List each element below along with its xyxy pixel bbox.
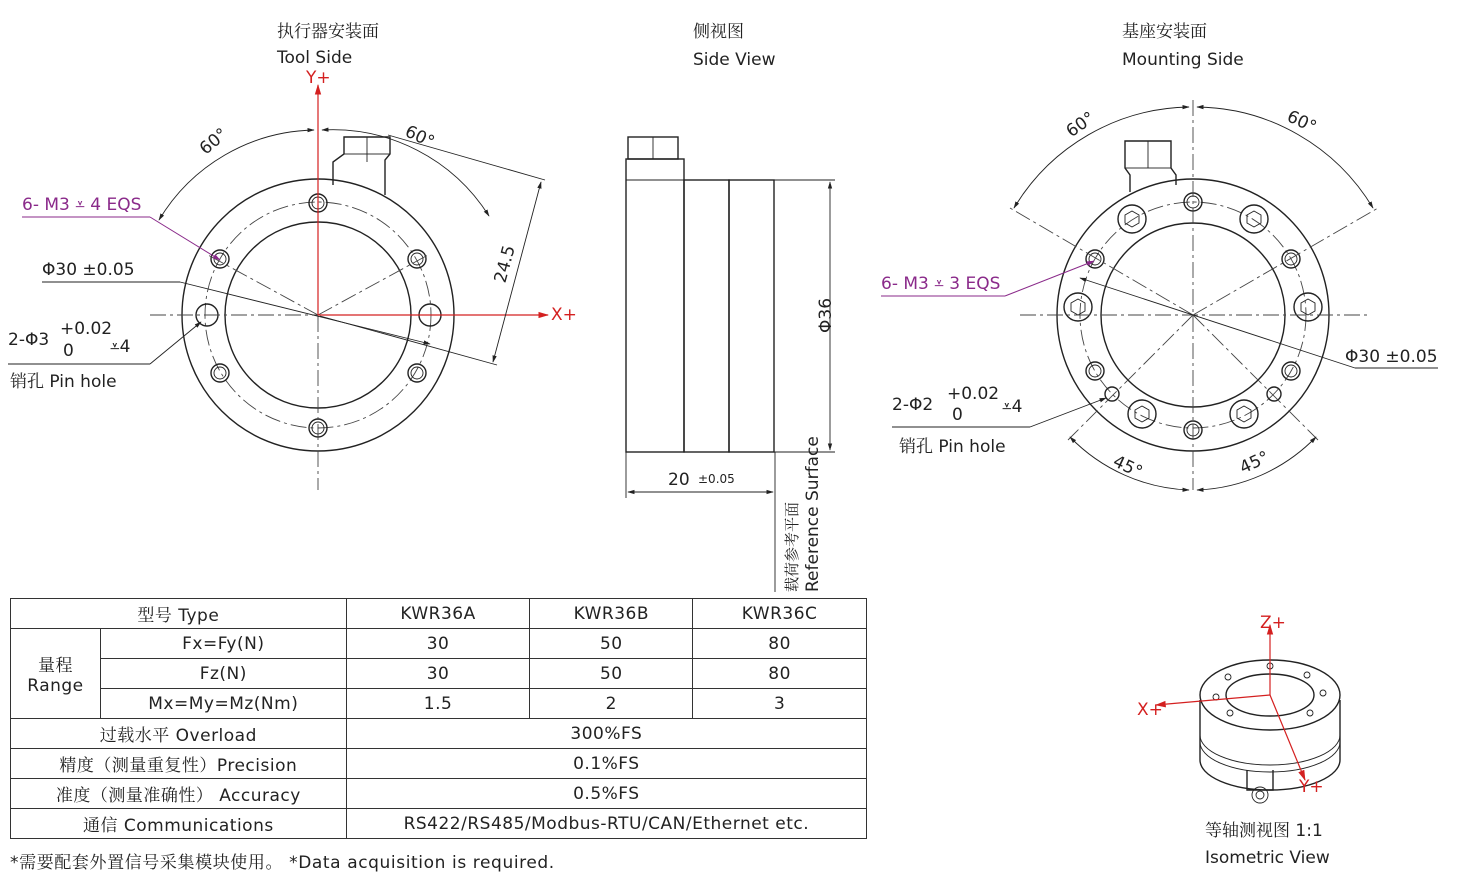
range-value: 50: [530, 629, 693, 659]
table-row: [11, 659, 867, 689]
table-row: [11, 629, 867, 659]
range-param: Fz(N): [100, 659, 346, 689]
mount-pcd-dim: Φ30 ±0.05: [1345, 347, 1438, 367]
side-reference-cn: 载荷参考平面: [783, 501, 801, 592]
communications-value: RS422/RS485/Modbus-RTU/CAN/Ethernet etc.: [346, 809, 866, 839]
mount-angle-left: 60°: [1062, 108, 1099, 142]
tool-radial-dim: 24.5: [490, 243, 520, 286]
tool-pin-prefix: 2-Φ3: [8, 330, 50, 350]
range-value: 30: [346, 629, 530, 659]
mount-title-cn: 基座安装面: [1122, 22, 1207, 42]
range-param: Mx=My=Mz(Nm): [100, 689, 346, 719]
iso-title-en: Isometric View: [1205, 848, 1330, 868]
range-label: [11, 629, 101, 719]
range-value: 1.5: [346, 689, 530, 719]
mount-pin-label: 销孔 Pin hole: [899, 437, 1006, 457]
table-header-row: [11, 599, 867, 629]
mount-angle-right: 60°: [1283, 106, 1320, 138]
header-model-a: KWR36A: [346, 599, 530, 629]
iso-z-axis-label: Z+: [1260, 613, 1286, 633]
table-row: [11, 809, 867, 839]
mount-pin-prefix: 2-Φ2: [892, 395, 934, 415]
table-row: [11, 719, 867, 749]
tool-pcd-dim: Φ30 ±0.05: [42, 260, 135, 280]
isometric-view: [1137, 613, 1340, 868]
range-value: 3: [693, 689, 867, 719]
iso-x-axis-label: X+: [1137, 700, 1163, 720]
tool-side-view: [8, 22, 577, 490]
side-length-tol: ±0.05: [698, 472, 735, 486]
side-reference-en: Reference Surface: [803, 436, 823, 592]
side-view-title-cn: 侧视图: [693, 22, 744, 42]
accuracy-label: 准度（测量准确性） Accuracy: [11, 779, 347, 809]
side-length-dim: 20: [668, 470, 690, 490]
tool-pin-depth: ⩡4: [110, 337, 131, 357]
tool-angle-right: 60°: [401, 121, 438, 153]
range-value: 50: [530, 659, 693, 689]
side-body-front: [626, 159, 684, 452]
side-diameter-dim: Φ36: [816, 297, 836, 333]
tool-angle-left: 60°: [195, 124, 232, 160]
range-value: 80: [693, 659, 867, 689]
iso-y-axis-label: Y+: [1299, 777, 1324, 797]
range-param: Fx=Fy(N): [100, 629, 346, 659]
range-value: 2: [530, 689, 693, 719]
mount-title-en: Mounting Side: [1122, 50, 1244, 70]
tool-pin-label: 销孔 Pin hole: [10, 372, 117, 392]
header-model-c: KWR36C: [693, 599, 867, 629]
table-row: [11, 689, 867, 719]
overload-label: 过载水平 Overload: [11, 719, 347, 749]
mount-angle-bottom-left: 45°: [1109, 451, 1146, 483]
mount-pin-depth: ⩡4: [1002, 397, 1023, 417]
tool-thread-callout: 6- M3 ⩡ 4 EQS: [22, 195, 142, 215]
mount-pin-hole-left: [1105, 387, 1119, 401]
table-row: [11, 779, 867, 809]
tool-side-title-cn: 执行器安装面: [277, 22, 379, 42]
mounting-side-view: [881, 22, 1438, 490]
side-body-back: [729, 180, 774, 452]
side-body-mid: [684, 180, 729, 452]
table-row: [11, 749, 867, 779]
mount-pin-tol-upper: +0.02: [947, 384, 1000, 404]
mount-thread-callout: 6- M3 ⩡ 3 EQS: [881, 274, 1001, 294]
overload-value: 300%FS: [346, 719, 866, 749]
iso-title-cn: 等轴测视图 1:1: [1205, 821, 1323, 841]
spec-table: [10, 598, 867, 839]
side-view-title-en: Side View: [693, 50, 776, 70]
mount-angle-bottom-right: 45°: [1236, 447, 1273, 479]
tool-pin-tol-lower: 0: [63, 341, 74, 361]
communications-label: 通信 Communications: [11, 809, 347, 839]
accuracy-value: 0.5%FS: [346, 779, 866, 809]
header-type: 型号 Type: [11, 599, 347, 629]
range-label-cn: 量程: [37, 656, 73, 676]
range-value: 30: [346, 659, 530, 689]
tool-x-axis-label: X+: [551, 305, 577, 325]
footnote: *需要配套外置信号采集模块使用。 *Data acquisition is required.: [10, 853, 555, 873]
range-value: 80: [693, 629, 867, 659]
precision-value: 0.1%FS: [346, 749, 866, 779]
precision-label: 精度（测量重复性）Precision: [11, 749, 347, 779]
mount-pin-tol-lower: 0: [952, 405, 963, 425]
tool-side-title-en: Tool Side: [277, 48, 353, 68]
side-view: [626, 22, 836, 592]
tool-pin-tol-upper: +0.02: [60, 319, 113, 339]
tool-y-axis-label: Y+: [306, 68, 331, 88]
header-model-b: KWR36B: [530, 599, 693, 629]
mount-connector-outline: [1125, 141, 1176, 192]
range-label-en: Range: [27, 676, 84, 696]
